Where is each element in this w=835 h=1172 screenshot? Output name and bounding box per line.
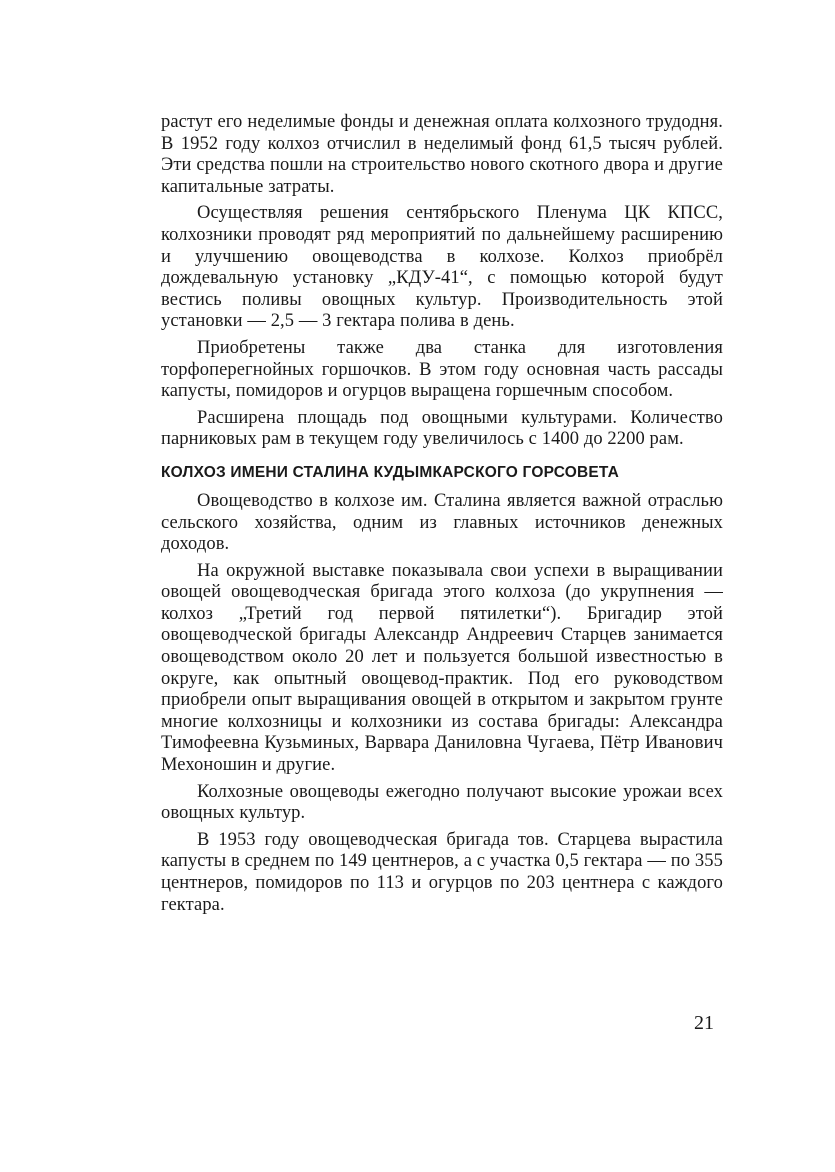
paragraph: Колхозные овощеводы ежегодно получают высокие урожаи всех овощных культур.: [161, 781, 723, 824]
paragraph: Расширена площадь под овощными культурами. Количество парниковых рам в текущем году увеличилось с 1400 до 2200 рам.: [161, 407, 723, 450]
paragraph: Овощеводство в колхозе им. Сталина является важной отраслью сельского хозяйства, одним из главных источников денежных доходов.: [161, 490, 723, 555]
page-text-block: [161, 112, 723, 921]
paragraph: На окружной выставке показывала свои успехи в выращивании овощей овощеводческая бригада этого колхоза (до укрупнения — колхоз „Третий год первой пятилетки“). Бригадир этой овощеводческой бригады Александр Андреевич Старцев занимается овощеводством около 20 лет и пользуется большой известностью в округе, как опытный овощевод-практик. Под его руководством приобрели опыт выращивания овощей в открытом и закрытом грунте многие колхозницы и колхозники из состава бригады: Александра Тимофеевна Кузьминых, Варвара Даниловна Чугаева, Пётр Иванович Мехоношин и другие.: [161, 560, 723, 776]
paragraph: В 1953 году овощеводческая бригада тов. Старцева вырастила капусты в среднем по 149 центнеров, а с участка 0,5 гектара — по 355 центнеров, помидоров по 113 и огурцов по 203 центнера с каждого гектара.: [161, 829, 723, 915]
paragraph: растут его неделимые фонды и денежная оплата колхозного трудодня. В 1952 году колхоз отчислил в неделимый фонд 61,5 тысяч рублей. Эти средства пошли на строительство нового скотного двора и другие капитальные затраты.: [161, 112, 723, 197]
paragraph: Осуществляя решения сентябрьского Пленума ЦК КПСС, колхозники проводят ряд мероприятий по дальнейшему расширению и улучшению овощеводства в колхозе. Колхоз приобрёл дождевальную установку „КДУ-41“, с помощью которой будут вестись поливы овощных культур. Производительность этой установки — 2,5 — 3 гектара полива в день.: [161, 203, 723, 332]
paragraph: Приобретены также два станка для изготовления торфоперегнойных горшочков. В этом году основная часть рассады капусты, помидоров и огурцов выращена горшечным способом.: [161, 337, 723, 402]
section-heading: КОЛХОЗ ИМЕНИ СТАЛИНА КУДЫМКАРСКОГО ГОРСОВЕТА: [161, 463, 620, 481]
page-number: 21: [694, 1012, 714, 1034]
